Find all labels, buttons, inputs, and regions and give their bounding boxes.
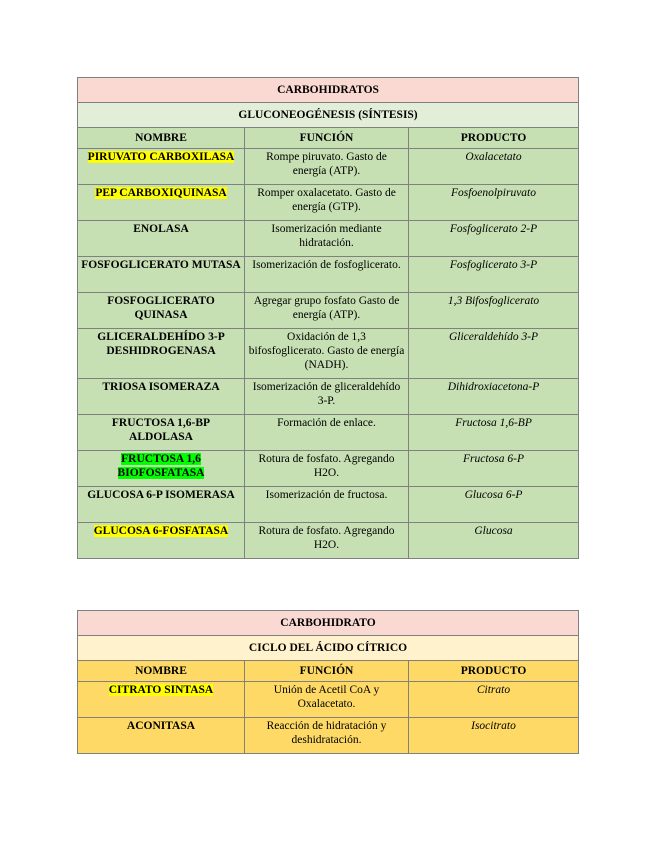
table-row xyxy=(78,185,579,221)
header-funcion: FUNCIÓN xyxy=(245,661,409,682)
enzyme-name-cell xyxy=(78,185,245,221)
gluconeogenesis-table xyxy=(77,77,579,559)
table-row xyxy=(78,149,579,185)
enzyme-name-cell xyxy=(78,379,245,415)
product-cell: Fructosa 6-P xyxy=(409,451,579,487)
enzyme-name-cell xyxy=(78,451,245,487)
table-row xyxy=(78,415,579,451)
enzyme-name: PIRUVATO CARBOXILASA xyxy=(87,151,235,163)
header-nombre: NOMBRE xyxy=(78,661,245,682)
product-cell: Fructosa 1,6-BP xyxy=(409,415,579,451)
enzyme-name-cell xyxy=(78,718,245,754)
enzyme-name-cell xyxy=(78,329,245,379)
function-cell: Isomerización de fosfoglicerato. xyxy=(245,257,409,293)
enzyme-name: FOSFOGLICERATO QUINASA xyxy=(107,295,215,321)
product-cell: Oxalacetato xyxy=(409,149,579,185)
table-row xyxy=(78,379,579,415)
enzyme-name: FRUCTOSA 1,6 BIOFOSFATASA xyxy=(117,453,205,479)
table-title: CARBOHIDRATO xyxy=(78,611,579,636)
function-cell: Isomerización de fructosa. xyxy=(245,487,409,523)
citric-acid-cycle-table xyxy=(77,610,579,754)
product-cell: Isocitrato xyxy=(409,718,579,754)
function-cell: Rompe piruvato. Gasto de energía (ATP). xyxy=(245,149,409,185)
enzyme-name: TRIOSA ISOMERAZA xyxy=(102,381,220,393)
function-cell: Formación de enlace. xyxy=(245,415,409,451)
enzyme-name: PEP CARBOXIQUINASA xyxy=(95,187,227,199)
product-cell: Dihidroxiacetona-P xyxy=(409,379,579,415)
header-nombre: NOMBRE xyxy=(78,128,245,149)
product-cell: Fosfoglicerato 2-P xyxy=(409,221,579,257)
enzyme-name: CITRATO SINTASA xyxy=(108,684,214,696)
enzyme-name-cell xyxy=(78,257,245,293)
function-cell: Isomerización de gliceraldehído 3-P. xyxy=(245,379,409,415)
table-row xyxy=(78,293,579,329)
function-cell: Agregar grupo fosfato Gasto de energía (ATP). xyxy=(245,293,409,329)
enzyme-name: FRUCTOSA 1,6-BP ALDOLASA xyxy=(111,417,211,443)
table-subtitle: GLUCONEOGÉNESIS (SÍNTESIS) xyxy=(78,103,579,128)
product-cell: Glucosa xyxy=(409,523,579,559)
table-row xyxy=(78,487,579,523)
enzyme-name-cell xyxy=(78,487,245,523)
function-cell: Romper oxalacetato. Gasto de energía (GTP). xyxy=(245,185,409,221)
table-title: CARBOHIDRATOS xyxy=(78,78,579,103)
table-row xyxy=(78,329,579,379)
enzyme-name: GLUCOSA 6-FOSFATASA xyxy=(93,525,229,537)
header-producto: PRODUCTO xyxy=(409,661,579,682)
enzyme-name: FOSFOGLICERATO MUTASA xyxy=(81,259,241,271)
function-cell: Rotura de fosfato. Agregando H2O. xyxy=(245,451,409,487)
table-row xyxy=(78,523,579,559)
enzyme-name-cell xyxy=(78,221,245,257)
table-row xyxy=(78,451,579,487)
product-cell: Citrato xyxy=(409,682,579,718)
header-funcion: FUNCIÓN xyxy=(245,128,409,149)
enzyme-name-cell xyxy=(78,682,245,718)
product-cell: Fosfoglicerato 3-P xyxy=(409,257,579,293)
product-cell: Fosfoenolpiruvato xyxy=(409,185,579,221)
enzyme-name-cell xyxy=(78,293,245,329)
table-row xyxy=(78,221,579,257)
function-cell: Isomerización mediante hidratación. xyxy=(245,221,409,257)
enzyme-name: ACONITASA xyxy=(126,720,196,732)
table-row xyxy=(78,718,579,754)
table-row xyxy=(78,682,579,718)
function-cell: Oxidación de 1,3 bifosfoglicerato. Gasto de energía (NADH). xyxy=(245,329,409,379)
product-cell: Gliceraldehído 3-P xyxy=(409,329,579,379)
product-cell: 1,3 Bifosfoglicerato xyxy=(409,293,579,329)
enzyme-name: GLICERALDEHÍDO 3-P DESHIDROGENASA xyxy=(97,331,225,357)
table-subtitle: CICLO DEL ÁCIDO CÍTRICO xyxy=(78,636,579,661)
enzyme-name: ENOLASA xyxy=(133,223,189,235)
function-cell: Rotura de fosfato. Agregando H2O. xyxy=(245,523,409,559)
function-cell: Unión de Acetil CoA y Oxalacetato. xyxy=(245,682,409,718)
function-cell: Reacción de hidratación y deshidratación. xyxy=(245,718,409,754)
enzyme-name-cell xyxy=(78,523,245,559)
table-row xyxy=(78,257,579,293)
header-producto: PRODUCTO xyxy=(409,128,579,149)
enzyme-name: GLUCOSA 6-P ISOMERASA xyxy=(87,489,235,501)
enzyme-name-cell xyxy=(78,149,245,185)
product-cell: Glucosa 6-P xyxy=(409,487,579,523)
enzyme-name-cell xyxy=(78,415,245,451)
